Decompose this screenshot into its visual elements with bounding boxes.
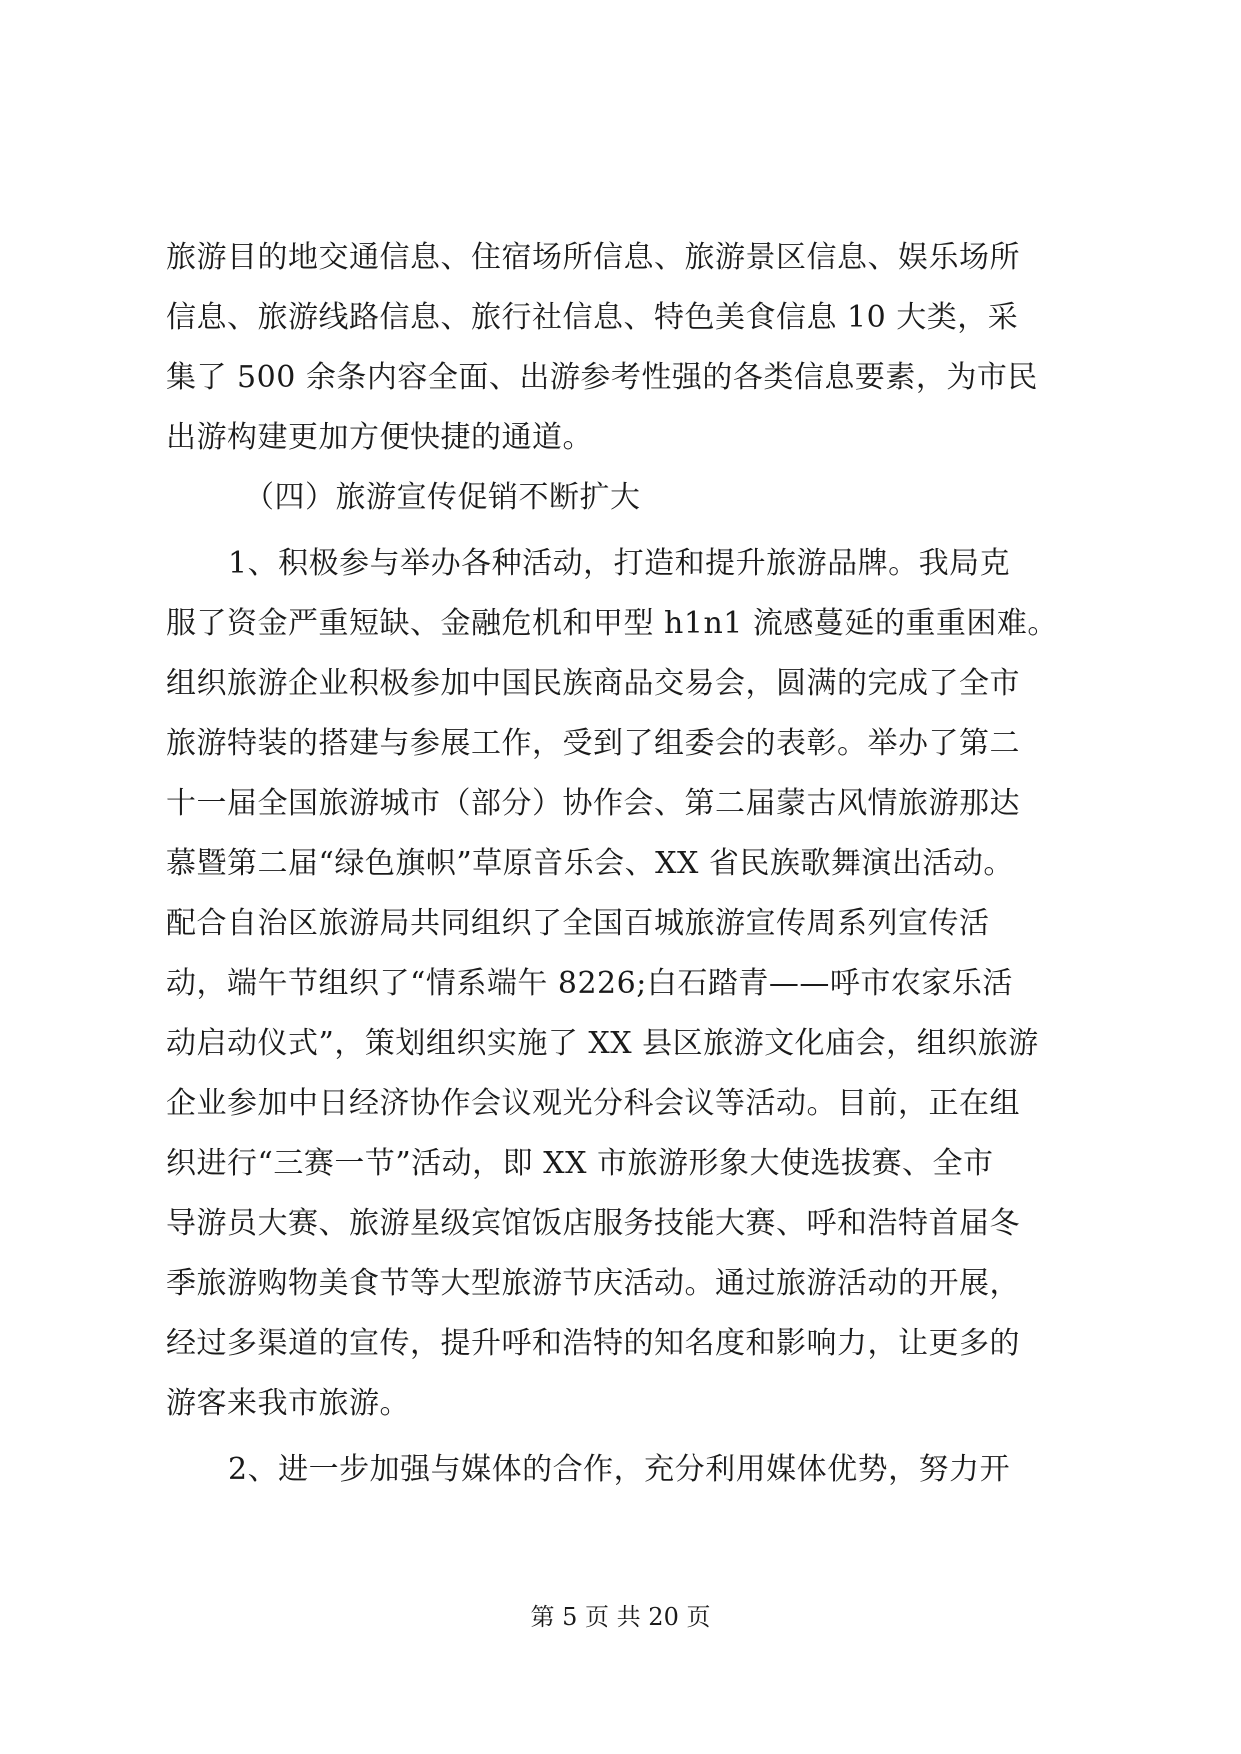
text-line: 服了资金严重短缺、金融危机和甲型 h1n1 流感蔓延的重重困难。 <box>166 606 1058 641</box>
text-line: 十一届全国旅游城市（部分）协作会、第二届蒙古风情旅游那达 <box>166 786 1020 821</box>
text-line: 出游构建更加方便快捷的通道。 <box>166 420 593 455</box>
text-line: 动启动仪式”，策划组织实施了 XX 县区旅游文化庙会，组织旅游 <box>166 1026 1039 1061</box>
text-line: 游客来我市旅游。 <box>166 1386 410 1421</box>
text-line: 旅游特装的搭建与参展工作，受到了组委会的表彰。举办了第二 <box>166 726 1020 761</box>
text-line: 1、积极参与举办各种活动，打造和提升旅游品牌。我局克 <box>228 546 1011 581</box>
text-line: 织进行“三赛一节”活动，即 XX 市旅游形象大使选拔赛、全市 <box>166 1146 994 1181</box>
text-line: 慕暨第二届“绿色旗帜”草原音乐会、XX 省民族歌舞演出活动。 <box>166 846 1014 881</box>
text-line: 配合自治区旅游局共同组织了全国百城旅游宣传周系列宣传活 <box>166 906 990 941</box>
text-line: 动，端午节组织了“情系端午 8226;白石踏青——呼市农家乐活 <box>166 966 1013 1001</box>
body-text <box>166 228 1076 1500</box>
text-line: 导游员大赛、旅游星级宾馆饭店服务技能大赛、呼和浩特首届冬 <box>166 1206 1020 1241</box>
text-line: 经过多渠道的宣传，提升呼和浩特的知名度和影响力，让更多的 <box>166 1326 1020 1361</box>
text-line: 企业参加中日经济协作会议观光分科会议等活动。目前，正在组 <box>166 1086 1020 1121</box>
text-line: 旅游目的地交通信息、住宿场所信息、旅游景区信息、娱乐场所 <box>166 240 1020 275</box>
text-line: 信息、旅游线路信息、旅行社信息、特色美食信息 10 大类，采 <box>166 300 1019 335</box>
text-line: 组织旅游企业积极参加中国民族商品交易会，圆满的完成了全市 <box>166 666 1020 701</box>
section-heading: （四）旅游宣传促销不断扩大 <box>244 480 641 515</box>
text-line: 季旅游购物美食节等大型旅游节庆活动。通过旅游活动的开展， <box>166 1266 1020 1301</box>
text-line: 2、进一步加强与媒体的合作，充分利用媒体优势，努力开 <box>228 1452 1011 1487</box>
page-number-label: 第 5 页 共 20 页 <box>530 1603 711 1631</box>
text-line: 集了 500 余条内容全面、出游参考性强的各类信息要素，为市民 <box>166 360 1038 395</box>
page-footer <box>0 1600 1241 1634</box>
